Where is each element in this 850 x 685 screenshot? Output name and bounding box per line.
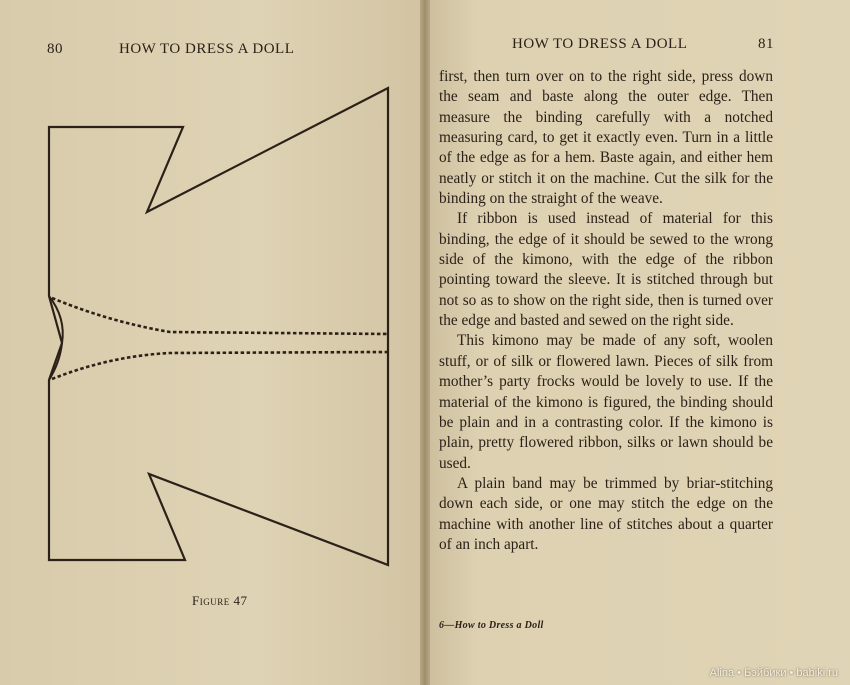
figure-caption: Figure 47 <box>192 593 248 608</box>
left-running-head: HOW TO DRESS A DOLL <box>119 41 295 57</box>
paragraph: A plain band may be trimmed by briar-stitching down each side, or one may stitch the edge on the machine with another line of stitches about a quarter of an inch apart. <box>439 474 773 553</box>
book-gutter <box>420 0 430 685</box>
watermark: Alina • Бэйбики • babiki.ru <box>709 667 838 679</box>
paragraph: first, then turn over on to the right side, press down the seam and baste along the outer edge. Then measure the binding carefully with a notched measuring card, to get it exactly even. Turn in a little of the edge as for a hem. Baste again, and either hem neatly or stitch it on the machine. Cut the silk for the binding on the straight of the weave. <box>439 68 773 208</box>
body-text <box>439 67 773 555</box>
right-page-number: 81 <box>758 36 774 52</box>
right-page-header <box>512 36 782 53</box>
left-page-header <box>47 41 317 58</box>
lower-stitch-line <box>52 352 388 379</box>
paragraph: If ribbon is used instead of material for this binding, the edge of it should be sewed to the wrong side of the kimono, with the edge of the ribbon pointing toward the sleeve. It is stitched through but not so as to show on the right side, then is turned over the edge and basted and sewed on the right side. <box>439 210 773 330</box>
right-running-head: HOW TO DRESS A DOLL <box>512 36 688 52</box>
left-page-number: 80 <box>47 41 63 57</box>
kimono-pattern-outline <box>49 88 388 565</box>
paragraph: This kimono may be made of any soft, woolen stuff, or of silk or flowered lawn. Pieces of silk from mother’s party frocks would be lovely to use. If the material of the kimono is figured, the binding should be plain and in a contrasting color. If the kimono is plain, pretty flowered ribbon, silks or lawn should be used. <box>439 332 773 472</box>
upper-stitch-line <box>52 298 388 334</box>
signature-footer: 6—How to Dress a Doll <box>439 620 544 631</box>
kimono-pattern-figure <box>44 84 394 569</box>
